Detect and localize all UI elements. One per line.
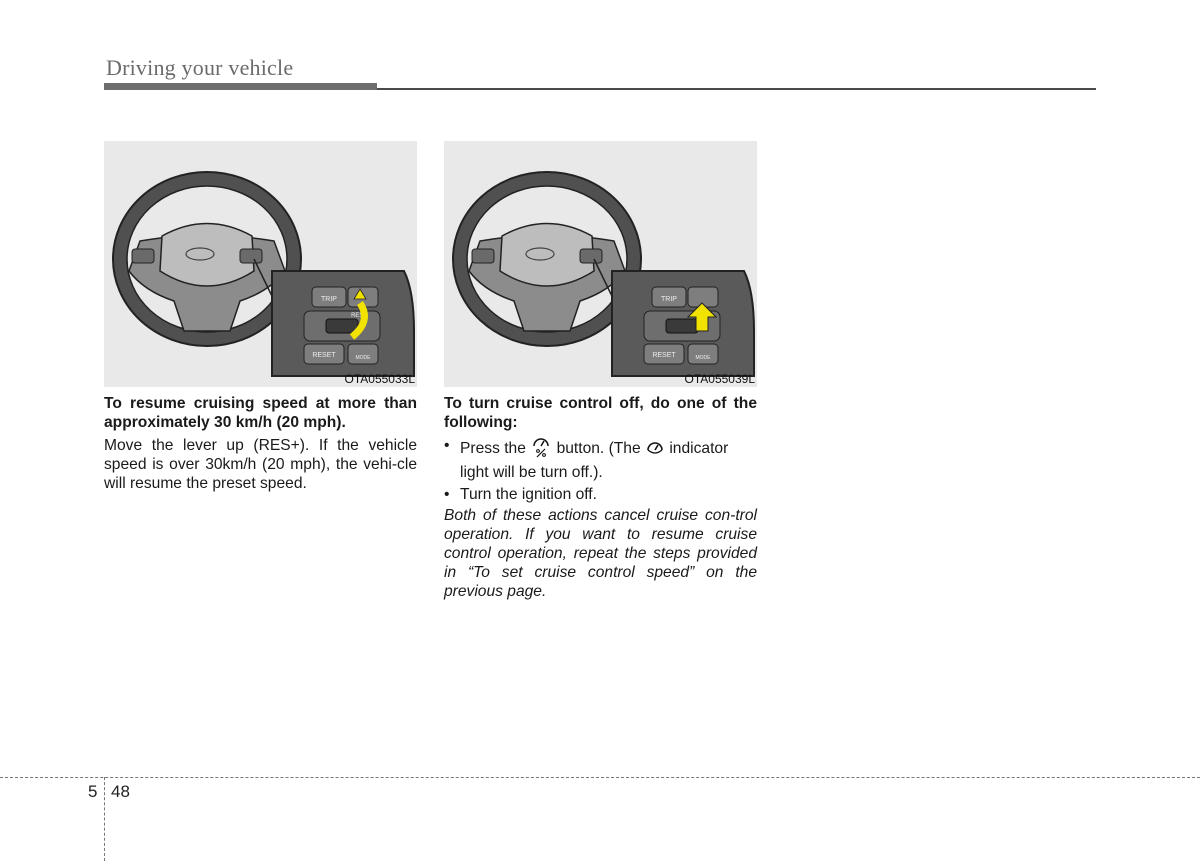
mode-label: MODE	[355, 355, 371, 361]
right-column	[444, 394, 757, 601]
header-rule-thin	[377, 88, 1096, 90]
figure-code: OTA055033L	[344, 372, 415, 386]
cruise-button-icon	[530, 436, 552, 463]
steering-wheel-illustration	[444, 141, 757, 387]
bullet-text: button. (The	[556, 440, 641, 457]
resume-body: Move the lever up (RES+). If the vehicle speed is over 30km/h (20 mph), the vehi-cle will resume the preset speed.	[104, 437, 417, 492]
footer-divider	[104, 777, 105, 861]
left-column	[104, 394, 417, 493]
header-rule-thick	[104, 83, 377, 90]
bullet-press-button	[444, 436, 757, 482]
bullet-dot: •	[444, 486, 450, 503]
figure-cruise-off	[444, 141, 757, 387]
bullet-text: Turn the ignition off.	[460, 486, 597, 503]
section-title: Driving your vehicle	[106, 55, 294, 80]
figure-resume-speed	[104, 141, 417, 387]
steering-wheel-illustration	[104, 141, 417, 387]
cruise-off-heading: To turn cruise control off, do one of the following:	[444, 395, 757, 431]
chapter-number: 5	[88, 782, 98, 801]
reset-label: RESET	[652, 352, 676, 359]
bullet-text: indicator light will be turn off.).	[460, 440, 729, 481]
bullet-ignition-off	[444, 485, 757, 504]
res-label: RES+	[351, 313, 367, 319]
cancel-note: Both of these actions cancel cruise con-trol operation. If you want to resume cruise control operation, repeat the steps provided in “To set cruise control speed” on the previous page.	[444, 507, 757, 600]
trip-label: TRIP	[661, 296, 677, 303]
cruise-indicator-icon	[645, 438, 665, 463]
figure-code: OTA055039L	[684, 372, 755, 386]
trip-label: TRIP	[321, 296, 337, 303]
bullet-dot: •	[444, 437, 450, 454]
resume-heading: To resume cruising speed at more than approximately 30 km/h (20 mph).	[104, 395, 417, 431]
mode-label: MODE	[695, 355, 711, 361]
bullet-text: Press the	[460, 440, 526, 457]
reset-label: RESET	[312, 352, 336, 359]
footer-rule	[0, 777, 1200, 778]
page-number: 48	[111, 782, 130, 801]
